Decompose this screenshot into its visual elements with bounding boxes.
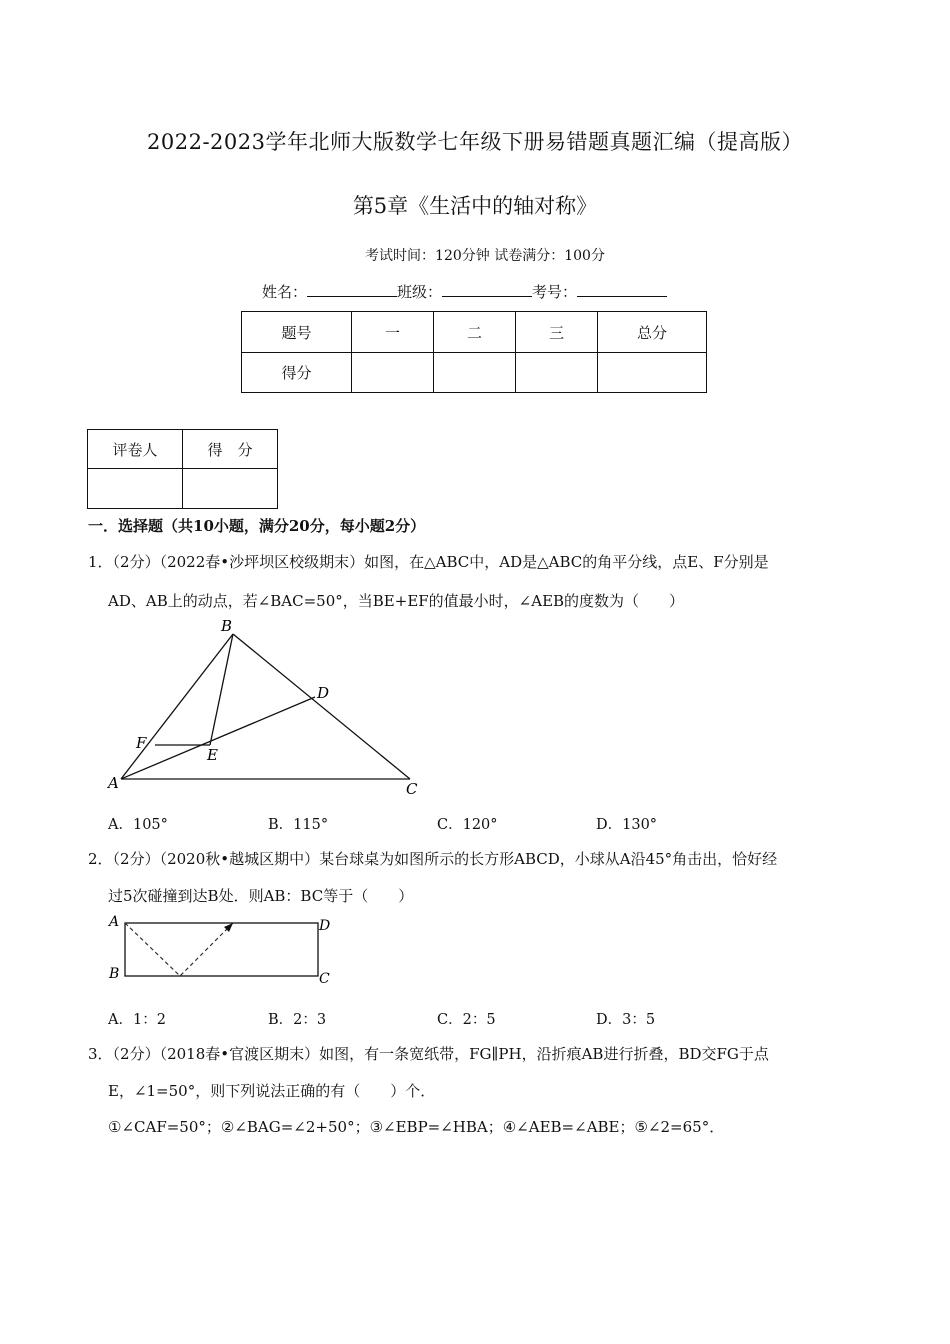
class-blank[interactable]: [442, 282, 532, 297]
label-d: D: [317, 684, 330, 702]
table-rectangle: [125, 923, 318, 976]
score-cell[interactable]: [352, 353, 434, 393]
q2-rectangle-figure: [100, 908, 350, 990]
q1-option-b[interactable]: B．115°: [268, 817, 329, 833]
segment-be: [210, 634, 233, 745]
q2-line1: 2．（2分）（2020秋•越城区期中）某台球桌为如图所示的长方形ABCD，小球从A沿45°角击出，恰好经: [88, 850, 778, 868]
q2-option-c[interactable]: C．2：5: [437, 1012, 496, 1028]
name-blank[interactable]: [307, 282, 397, 297]
segment-bc: [233, 634, 410, 779]
document-title: 2022-2023学年北师大版数学七年级下册易错题真题汇编（提高版）: [147, 130, 803, 154]
grader-cell[interactable]: [88, 469, 183, 509]
grader-header: 评卷人: [88, 430, 183, 469]
class-label: 班级：: [397, 283, 443, 301]
ball-path: [125, 923, 233, 976]
label-b: B: [221, 617, 233, 635]
score-row-label: 得分: [242, 353, 352, 393]
label-d: D: [319, 918, 331, 934]
q3-line3: ①∠CAF=50°；②∠BAG=∠2+50°；③∠EBP=∠HBA；④∠AEB=∠ABE；⑤∠2=65°．: [108, 1118, 725, 1136]
q2-options: [0, 1008, 950, 1030]
label-c: C: [406, 780, 418, 798]
id-blank[interactable]: [577, 282, 667, 297]
q3-line1: 3．（2分）（2018春•官渡区期末）如图，有一条宽纸带，FG∥PH，沿折痕AB进行折叠，BD交FG于点: [88, 1045, 769, 1063]
label-e: E: [207, 746, 218, 764]
label-a: A: [108, 774, 119, 792]
score-header: 三: [516, 312, 598, 353]
score-cell[interactable]: [598, 353, 707, 393]
score-header: 一: [352, 312, 434, 353]
q2-option-b[interactable]: B．2：3: [268, 1012, 327, 1028]
q2-line2: 过5次碰撞到达B处．则AB：BC等于（ ）: [108, 887, 414, 905]
score-table: [241, 311, 707, 393]
score-cell[interactable]: [434, 353, 516, 393]
q1-options: [0, 813, 950, 835]
label-c: C: [319, 971, 330, 987]
q1-option-c[interactable]: C．120°: [437, 817, 498, 833]
chapter-title: 第5章《生活中的轴对称》: [352, 194, 598, 218]
student-info: [262, 281, 667, 302]
q1-triangle-figure: [100, 612, 430, 802]
q1-option-a[interactable]: A．105°: [108, 817, 168, 833]
q2-option-d[interactable]: D．3：5: [596, 1012, 656, 1028]
score-header: 二: [434, 312, 516, 353]
q3-line2: E，∠1=50°，则下列说法正确的有（ ）个．: [108, 1082, 436, 1100]
score-header: 总分: [598, 312, 707, 353]
name-label: 姓名：: [262, 283, 308, 301]
label-b: B: [109, 966, 120, 982]
grader-score-header: 得 分: [183, 430, 278, 469]
q1-line2: AD、AB上的动点，若∠BAC=50°，当BE+EF的值最小时，∠AEB的度数为（ ）: [108, 592, 685, 610]
id-label: 考号：: [532, 283, 578, 301]
score-cell[interactable]: [516, 353, 598, 393]
section-heading: 一．选择题（共10小题，满分20分，每小题2分）: [88, 517, 426, 535]
q2-option-a[interactable]: A．1：2: [108, 1012, 166, 1028]
q1-line1: 1．（2分）（2022春•沙坪坝区校级期末）如图，在△ABC中，AD是△ABC的角平分线，点E、F分别是: [88, 553, 769, 571]
q1-option-d[interactable]: D．130°: [596, 817, 658, 833]
grader-cell[interactable]: [183, 469, 278, 509]
exam-info: 考试时间：120分钟 试卷满分：100分: [365, 248, 605, 264]
label-f: F: [136, 734, 147, 752]
grader-table: [87, 429, 278, 509]
label-a: A: [109, 914, 120, 930]
score-header: 题号: [242, 312, 352, 353]
